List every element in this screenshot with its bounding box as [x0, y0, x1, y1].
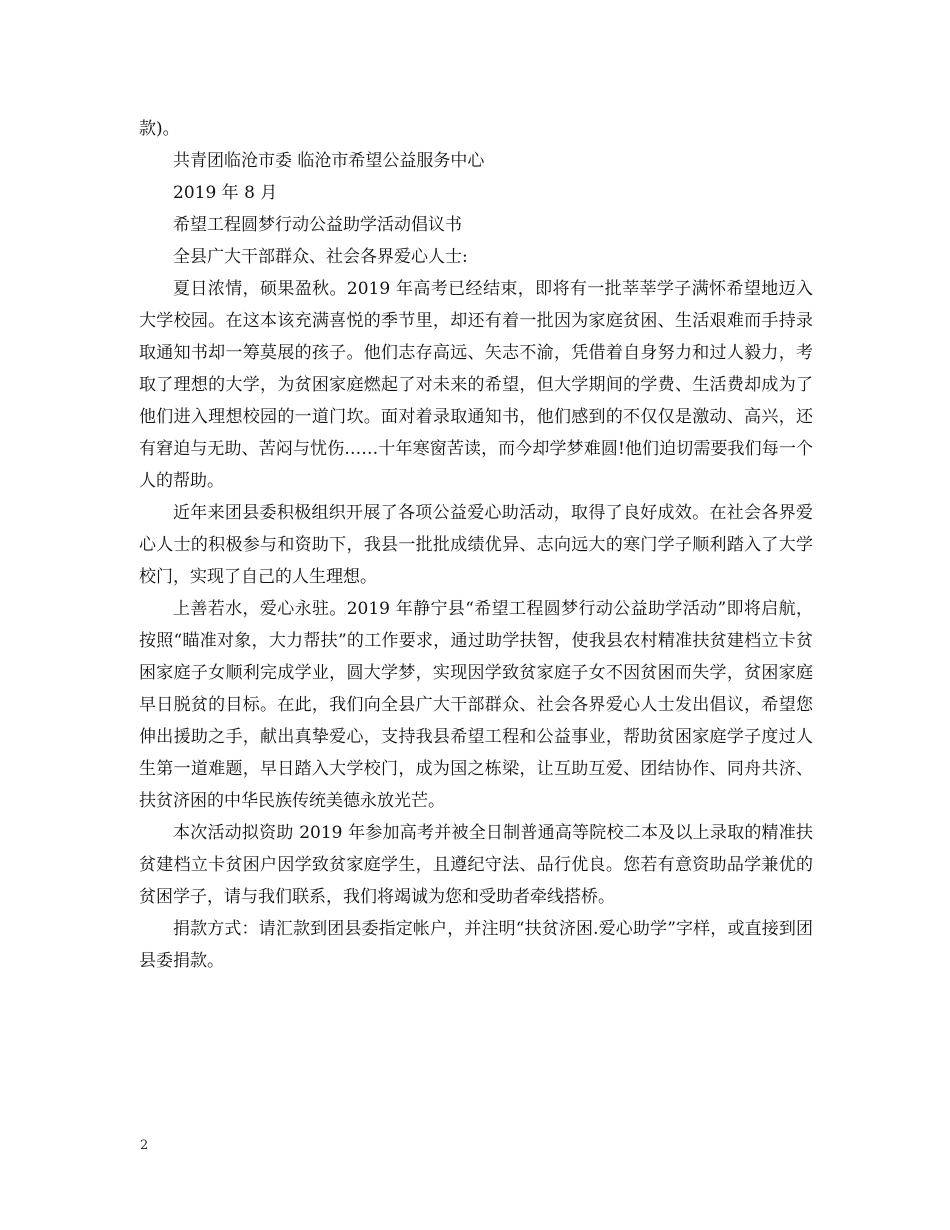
document-body	[139, 113, 813, 977]
paragraph-1: 夏日浓情，硕果盈秋。2019 年高考已经结束，即将有一批莘莘学子满怀希望地迈入大学校园。在这本该充满喜悦的季节里，却还有着一批因为家庭贫困、生活艰难而手持录取通知书却一筹莫展的孩子。他们志存高远、矢志不渝，凭借着自身努力和过人毅力，考取了理想的大学，为贫困家庭燃起了对未来的希望，但大学期间的学费、生活费却成为了他们进入理想校园的一道门坎。面对着录取通知书，他们感到的不仅仅是激动、高兴，还有窘迫与无助、苦闷与忧伤……十年寒窗苦读，而今却学梦难圆!他们迫切需要我们每一个人的帮助。	[139, 279, 813, 491]
signature-date: 2019 年 8 月	[173, 183, 278, 203]
paragraph-2: 近年来团县委积极组织开展了各项公益爱心助活动，取得了良好成效。在社会各界爱心人士的积极参与和资助下，我县一批批成绩优异、志向远大的寒门学子顺利踏入了大学校门，实现了自己的人生理想。	[139, 503, 813, 587]
salutation: 全县广大干部群众、社会各界爱心人士:	[173, 247, 468, 267]
document-title: 希望工程圆梦行动公益助学活动倡议书	[173, 215, 462, 235]
paragraph-4: 本次活动拟资助 2019 年参加高考并被全日制普通高等院校二本及以上录取的精准扶贫建档立卡贫困户因学致贫家庭学生，且遵纪守法、品行优良。您若有意资助品学兼优的贫困学子，请与我们联系，我们将竭诚为您和受助者牵线搭桥。	[139, 823, 813, 907]
continued-text: 款)。	[139, 119, 180, 139]
page-number: 2	[140, 1138, 149, 1153]
paragraph-5: 捐款方式：请汇款到团县委指定帐户，并注明“扶贫济困.爱心助学”字样，或直接到团县委捐款。	[139, 919, 813, 971]
paragraph-3: 上善若水，爱心永驻。2019 年静宁县“希望工程圆梦行动公益助学活动”即将启航，按照“瞄准对象，大力帮扶”的工作要求，通过助学扶智，使我县农村精准扶贫建档立卡贫困家庭子女顺利完成学业，圆大学梦，实现因学致贫家庭子女不因贫困而失学，贫困家庭早日脱贫的目标。在此，我们向全县广大干部群众、社会各界爱心人士发出倡议，希望您伸出援助之手，献出真挚爱心，支持我县希望工程和公益事业，帮助贫困家庭学子度过人生第一道难题，早日踏入大学校门，成为国之栋梁，让互助互爱、团结协作、同舟共济、扶贫济困的中华民族传统美德永放光芒。	[139, 599, 813, 811]
signature-organizations: 共青团临沧市委 临沧市希望公益服务中心	[173, 151, 485, 171]
